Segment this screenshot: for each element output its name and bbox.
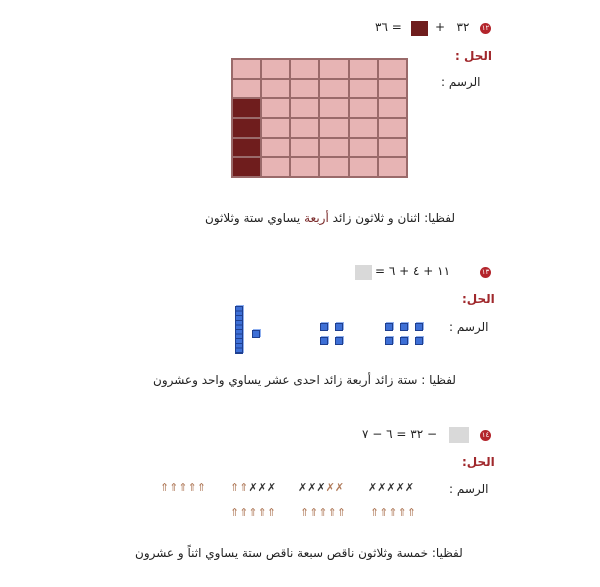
grid-cell (232, 79, 261, 99)
grid-cell (232, 98, 261, 118)
grid-cell (261, 98, 290, 118)
unit-cube (335, 337, 343, 345)
stick-group: ⇑⇑⇑⇑⇑ (300, 506, 347, 519)
stick-group: ⇑⇑⇑⇑⇑ (160, 481, 207, 494)
unit-cube (415, 323, 423, 331)
unit-cube (385, 337, 393, 345)
grid-cell (349, 157, 378, 177)
grid-cell (261, 118, 290, 138)
unit-cube (335, 323, 343, 331)
equation-right: + ٣٢ (435, 20, 470, 34)
drawing-label: الرسم : (441, 75, 481, 89)
grid-cell (378, 138, 407, 158)
answer-box (411, 21, 428, 36)
grid-cell (319, 98, 348, 118)
grid-cell (232, 157, 261, 177)
equation-left: ٣٦ = (375, 20, 402, 34)
drawing-label: الرسم : (449, 482, 489, 496)
answer-box (449, 427, 469, 443)
grid-cell (290, 79, 319, 99)
grid-cell (378, 157, 407, 177)
grid-cell (319, 118, 348, 138)
equation: ٣٢ = ٦ − ٧ − (362, 427, 438, 441)
grid-cell (232, 118, 261, 138)
grid-cell (319, 138, 348, 158)
equation: = ١١ + ٤ + ٦ (375, 264, 451, 278)
verbal-part1: اثنان و ثلاثون زائد (332, 211, 421, 225)
grid-cell (261, 138, 290, 158)
grid-cell (319, 157, 348, 177)
unit-cube (320, 323, 328, 331)
grid-cell (261, 157, 290, 177)
grid-cell (232, 138, 261, 158)
solution-label: الحل : (455, 49, 492, 63)
grid-cell (261, 59, 290, 79)
stick-group: ⇑⇑⇑⇑⇑ (230, 506, 277, 519)
grid-cell (290, 157, 319, 177)
verbal-part2: يساوي ستة وثلاثون (205, 211, 301, 225)
drawing-label: الرسم : (449, 320, 489, 334)
answer-box (355, 265, 372, 280)
ten-rod (235, 306, 243, 354)
grid-cell (349, 118, 378, 138)
verbal-answer: لفظيا: خمسة وثلاثون ناقص سبعة ناقص ستة يساوي اثناً و عشرون (135, 546, 463, 560)
problem-number-badge: ١٤ (481, 431, 490, 439)
unit-cube (415, 337, 423, 345)
grid-cell (349, 79, 378, 99)
unit-cube (252, 330, 260, 338)
grid-cell (232, 59, 261, 79)
grid-cell (349, 59, 378, 79)
grid-cell (378, 59, 407, 79)
problem-number-badge: ١٢ (481, 24, 490, 32)
grid-cell (290, 138, 319, 158)
verbal-prefix: لفظيا: (420, 211, 455, 225)
grid-cell (290, 59, 319, 79)
grid-cell (349, 98, 378, 118)
unit-cube (400, 337, 408, 345)
verbal-answer: لفظيا : ستة زائد أربعة زائد احدى عشر يساوي واحد وعشرون (153, 373, 456, 387)
grid-cell (290, 118, 319, 138)
grid-cell (290, 98, 319, 118)
unit-cube (385, 323, 393, 331)
unit-cube (320, 337, 328, 345)
grid-cell (319, 59, 348, 79)
stick-group: ⇑⇑⇑⇑⇑ (370, 506, 417, 519)
verbal-answer (205, 211, 455, 225)
problem-number-badge: ١٣ (481, 268, 490, 276)
unit-grid (231, 58, 408, 178)
stick-group: ✗✗✗✗✗ (298, 481, 345, 494)
solution-label: الحل: (462, 292, 495, 306)
solution-label: الحل: (462, 455, 495, 469)
grid-cell (261, 79, 290, 99)
equation-addend: ٣٢ (456, 20, 470, 34)
unit-cube (400, 323, 408, 331)
stick-group: ⇑⇑✗✗✗ (230, 481, 277, 494)
grid-cell (378, 79, 407, 99)
grid-cell (349, 138, 378, 158)
verbal-highlight: أربعة (304, 211, 329, 225)
grid-cell (378, 98, 407, 118)
stick-group: ✗✗✗✗✗ (368, 481, 415, 494)
grid-cell (319, 79, 348, 99)
grid-cell (378, 118, 407, 138)
